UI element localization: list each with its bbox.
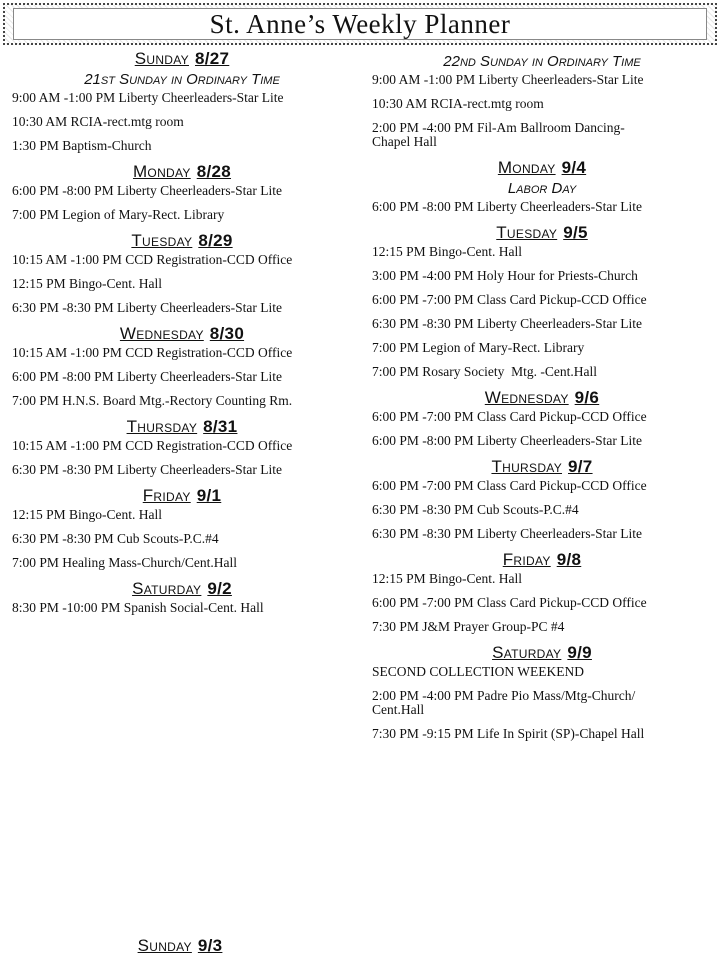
event-entry: 8:30 PM -10:00 PM Spanish Social-Cent. Hall xyxy=(12,600,264,615)
day-section xyxy=(372,644,712,741)
day-name: Saturday xyxy=(492,643,562,662)
day-heading xyxy=(372,644,712,662)
event-entry: 6:30 PM -8:30 PM Liberty Cheerleaders-Star Lite xyxy=(12,300,282,315)
day-name: Monday xyxy=(132,162,191,181)
event-entry: 3:00 PM -4:00 PM Holy Hour for Priests-Church xyxy=(372,268,638,283)
event-entry: 6:30 PM -8:30 PM Cub Scouts-P.C.#4 xyxy=(372,502,579,517)
day-heading xyxy=(12,580,352,598)
right-column xyxy=(372,50,712,751)
day-date: 9/8 xyxy=(556,550,582,569)
day-section xyxy=(372,224,712,379)
day-heading xyxy=(372,389,712,407)
event-entry: 2:00 PM -4:00 PM Padre Pio Mass/Mtg-Church/ Cent.Hall xyxy=(372,688,636,717)
day-date: 9/1 xyxy=(196,486,222,505)
day-date: 9/2 xyxy=(207,579,232,598)
day-name: Sunday xyxy=(137,936,192,955)
liturgical-subheading: Labor Day xyxy=(507,180,577,197)
day-name: Saturday xyxy=(132,579,202,598)
day-section xyxy=(372,551,712,634)
day-heading xyxy=(372,551,712,569)
day-section xyxy=(372,159,712,214)
event-entry: 6:00 PM -8:00 PM Liberty Cheerleaders-Star Lite xyxy=(12,369,282,384)
event-entry: 7:00 PM Healing Mass-Church/Cent.Hall xyxy=(12,555,237,570)
day-heading xyxy=(12,232,352,250)
event-entry: 7:00 PM H.N.S. Board Mtg.-Rectory Counting Rm. xyxy=(12,393,293,408)
day-heading xyxy=(372,224,712,242)
event-entry: 6:00 PM -7:00 PM Class Card Pickup-CCD Office xyxy=(372,595,647,610)
day-date: 8/30 xyxy=(209,324,245,343)
event-entry: 6:30 PM -8:30 PM Liberty Cheerleaders-Star Lite xyxy=(12,462,282,477)
page-title: St. Anne’s Weekly Planner xyxy=(209,8,511,39)
event-entry: 9:00 AM -1:00 PM Liberty Cheerleaders-Star Lite xyxy=(372,72,644,87)
day-date: 8/27 xyxy=(194,49,230,68)
liturgical-subheading: 21st Sunday in Ordinary Time xyxy=(84,71,280,88)
event-entry: 6:00 PM -7:00 PM Class Card Pickup-CCD Office xyxy=(372,478,647,493)
day-date: 9/5 xyxy=(563,223,588,242)
event-entry: 12:15 PM Bingo-Cent. Hall xyxy=(372,244,523,259)
day-name: Friday xyxy=(142,486,191,505)
day-name: Tuesday xyxy=(496,223,558,242)
day-section xyxy=(12,487,352,570)
day-name: Wednesday xyxy=(484,388,569,407)
event-entry: 6:00 PM -8:00 PM Liberty Cheerleaders-Star Lite xyxy=(12,183,282,198)
day-date: 9/7 xyxy=(568,457,593,476)
event-entry: 12:15 PM Bingo-Cent. Hall xyxy=(372,571,523,586)
event-entry: 10:30 AM RCIA-rect.mtg room xyxy=(372,96,544,111)
event-entry: 10:15 AM -1:00 PM CCD Registration-CCD Office xyxy=(12,252,293,267)
event-entry: 6:00 PM -8:00 PM Liberty Cheerleaders-Star Lite xyxy=(372,199,642,214)
title-banner xyxy=(3,3,717,45)
day-section xyxy=(12,232,352,315)
event-entry: 12:15 PM Bingo-Cent. Hall xyxy=(12,276,163,291)
day-date: 9/4 xyxy=(561,158,587,177)
day-name: Friday xyxy=(502,550,551,569)
day-name: Thursday xyxy=(126,417,198,436)
event-entry: 7:30 PM -9:15 PM Life In Spirit (SP)-Chapel Hall xyxy=(372,726,645,741)
event-entry: 7:00 PM Legion of Mary-Rect. Library xyxy=(12,207,225,222)
event-entry: 10:30 AM RCIA-rect.mtg room xyxy=(12,114,184,129)
event-entry: 7:30 PM J&M Prayer Group-PC #4 xyxy=(372,619,565,634)
day-section xyxy=(12,418,352,477)
event-entry: 6:30 PM -8:30 PM Liberty Cheerleaders-Star Lite xyxy=(372,526,642,541)
day-name: Thursday xyxy=(491,457,563,476)
day-name: Sunday xyxy=(134,49,189,68)
day-name: Monday xyxy=(497,158,556,177)
event-entry: 7:00 PM Rosary Society Mtg. -Cent.Hall xyxy=(372,364,597,379)
day-section xyxy=(12,325,352,408)
day-section xyxy=(12,163,352,222)
day-date: 8/29 xyxy=(198,231,233,250)
liturgical-subheading: 22nd Sunday in Ordinary Time xyxy=(443,53,641,70)
day-name: Tuesday xyxy=(131,231,193,250)
day-heading xyxy=(12,418,352,436)
day-section xyxy=(12,580,352,615)
day-heading xyxy=(12,325,352,343)
event-entry: 9:00 AM -1:00 PM Liberty Cheerleaders-Star Lite xyxy=(12,90,284,105)
bottom-day-section xyxy=(120,931,240,958)
day-name: Wednesday xyxy=(119,324,204,343)
event-entry: 10:15 AM -1:00 PM CCD Registration-CCD Office xyxy=(12,438,293,453)
event-entry: 6:30 PM -8:30 PM Liberty Cheerleaders-Star Lite xyxy=(372,316,642,331)
day-section xyxy=(372,458,712,541)
day-date: 9/6 xyxy=(574,388,600,407)
day-heading xyxy=(372,458,712,476)
day-date: 9/9 xyxy=(567,643,592,662)
day-date: 8/31 xyxy=(203,417,238,436)
event-entry: 10:15 AM -1:00 PM CCD Registration-CCD Office xyxy=(12,345,293,360)
day-section xyxy=(372,53,712,149)
day-heading xyxy=(12,50,352,68)
event-entry: 1:30 PM Baptism-Church xyxy=(12,138,152,153)
left-column xyxy=(12,48,352,625)
day-date: 8/28 xyxy=(196,162,232,181)
event-entry: 6:00 PM -7:00 PM Class Card Pickup-CCD Office xyxy=(372,409,647,424)
day-heading xyxy=(120,937,240,955)
day-section xyxy=(372,389,712,448)
event-entry: 2:00 PM -4:00 PM Fil-Am Ballroom Dancing- Chapel Hall xyxy=(372,120,625,149)
day-date: 9/3 xyxy=(197,936,223,955)
title-frame xyxy=(13,8,707,40)
day-heading xyxy=(12,163,352,181)
event-entry: 7:00 PM Legion of Mary-Rect. Library xyxy=(372,340,585,355)
day-heading xyxy=(372,159,712,177)
day-section xyxy=(12,50,352,153)
event-entry: 12:15 PM Bingo-Cent. Hall xyxy=(12,507,163,522)
event-entry: SECOND COLLECTION WEEKEND xyxy=(372,664,584,679)
event-entry: 6:00 PM -7:00 PM Class Card Pickup-CCD Office xyxy=(372,292,647,307)
event-entry: 6:00 PM -8:00 PM Liberty Cheerleaders-Star Lite xyxy=(372,433,642,448)
day-heading xyxy=(12,487,352,505)
event-entry: 6:30 PM -8:30 PM Cub Scouts-P.C.#4 xyxy=(12,531,219,546)
